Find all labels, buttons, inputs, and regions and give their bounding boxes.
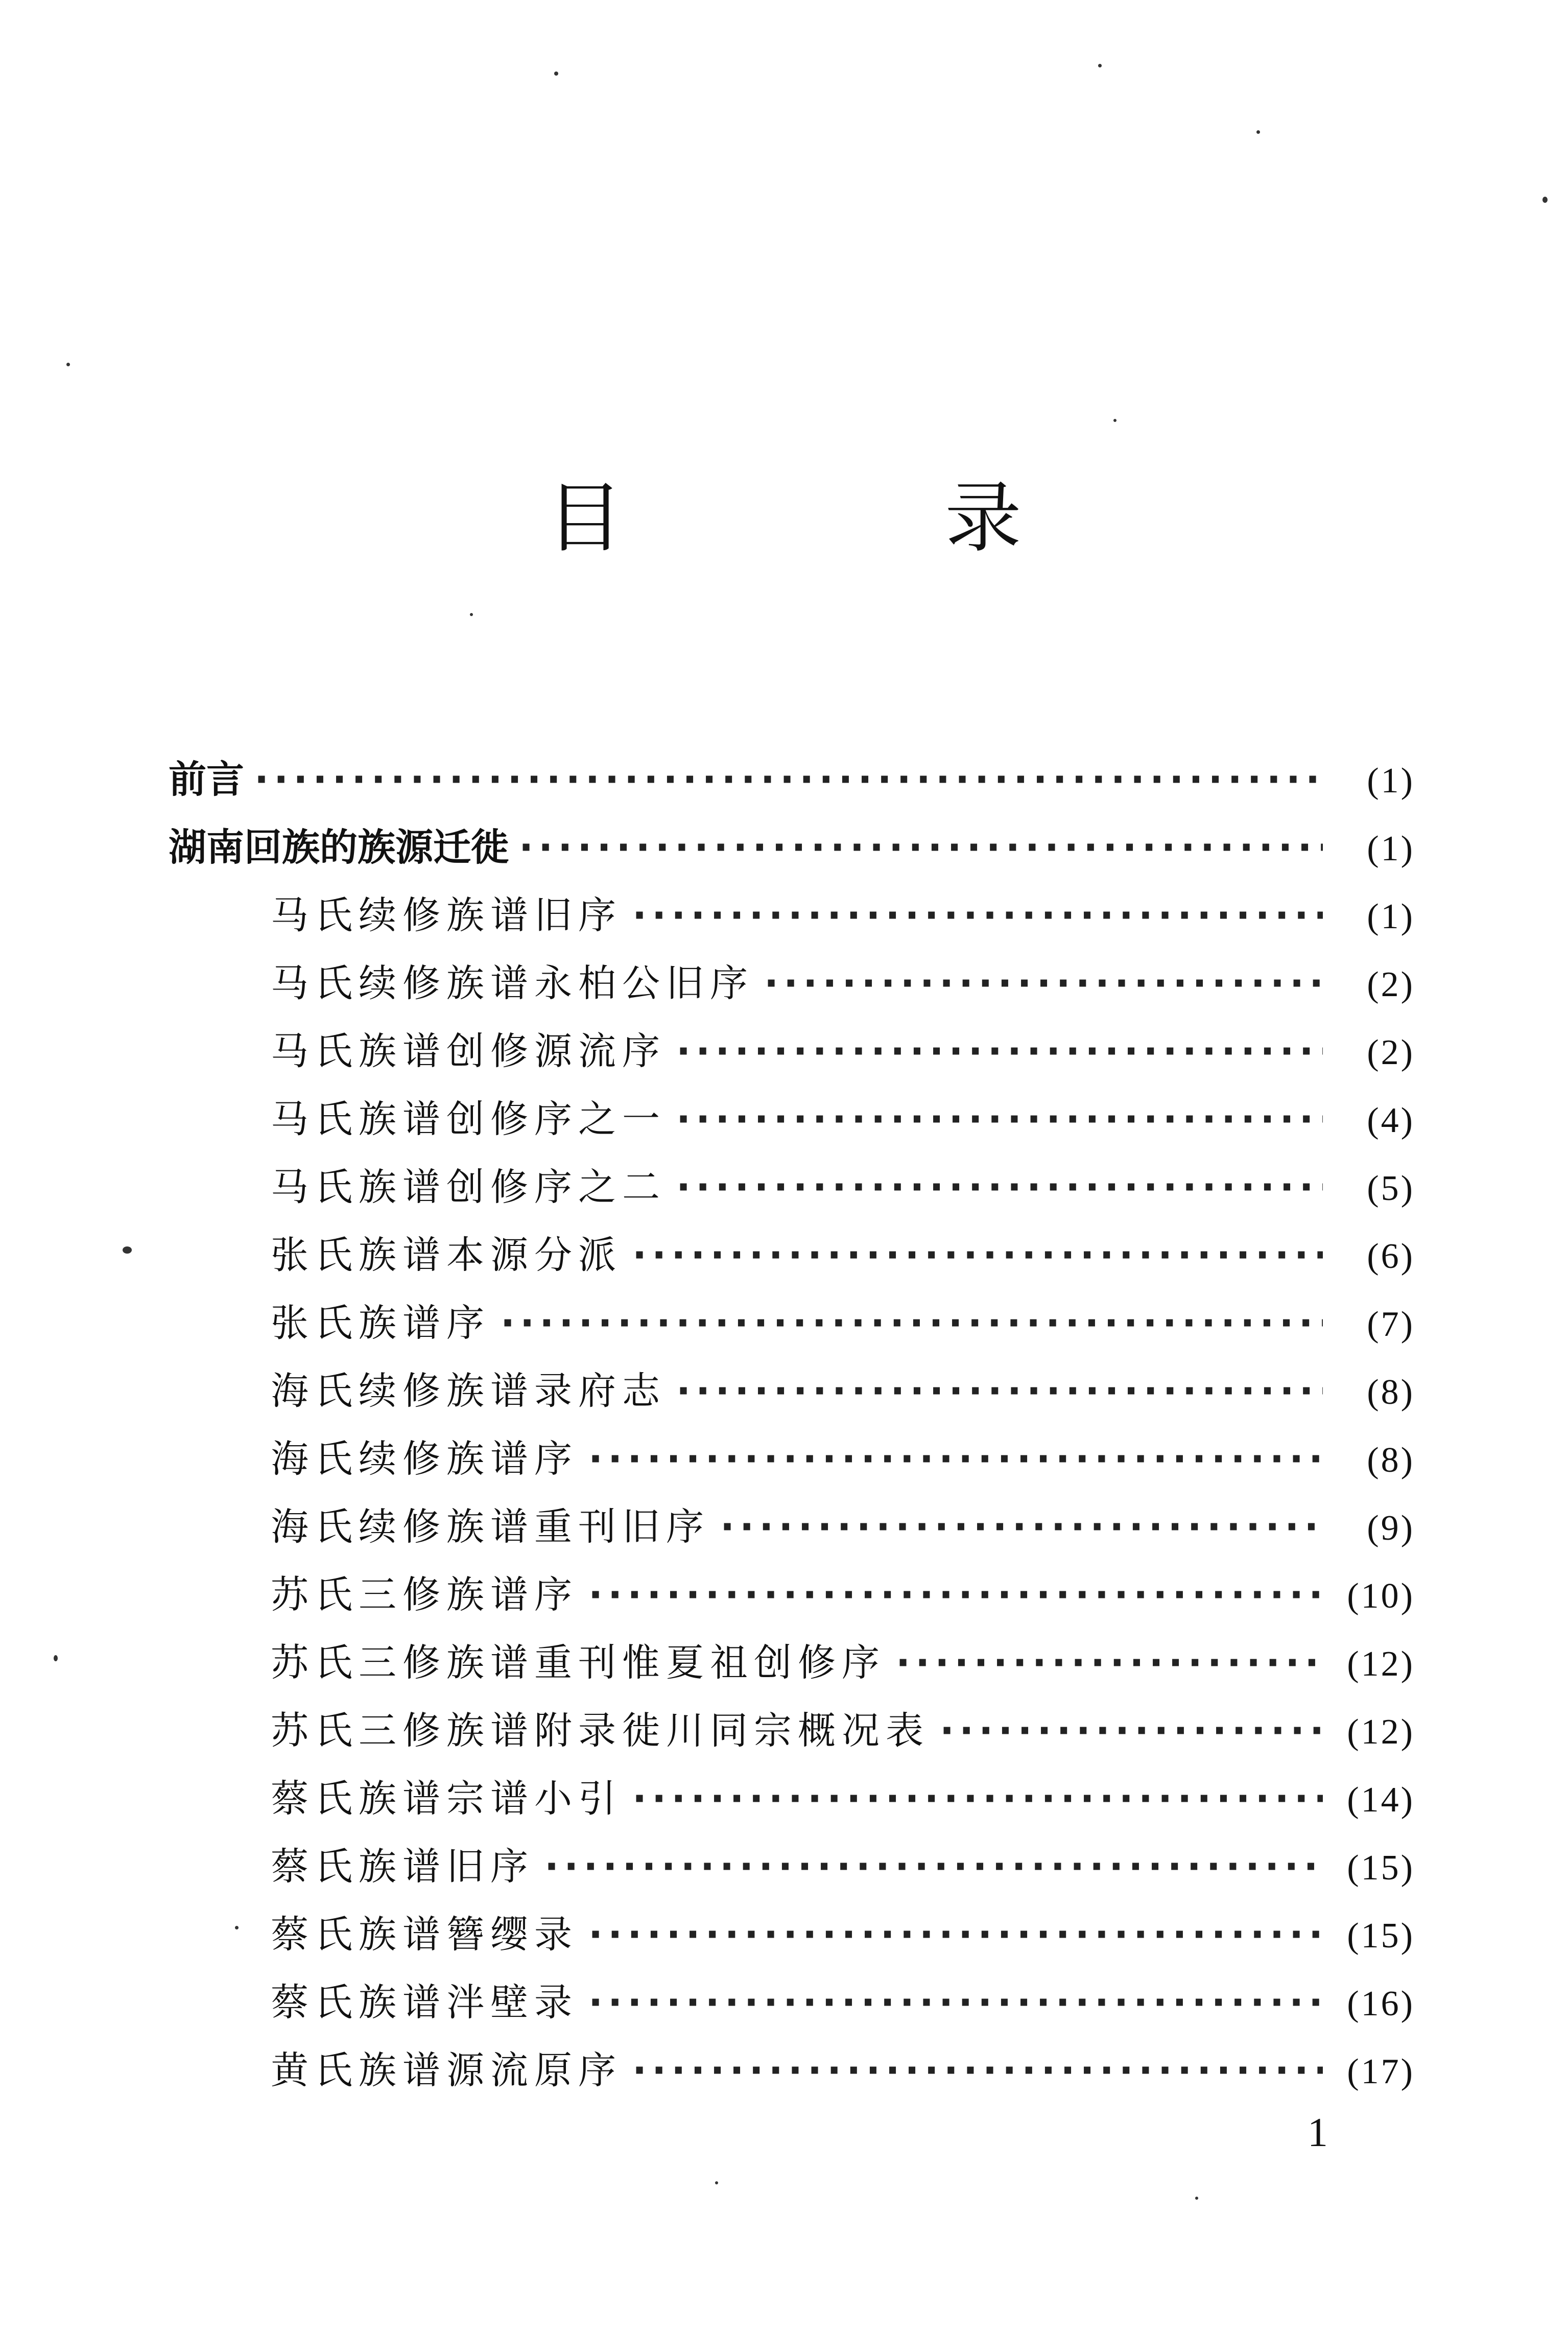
toc-section-row [169,746,1415,814]
toc-page-number: (2) [1367,965,1415,1004]
dot-leader [632,2037,1323,2105]
dot-leader [501,1289,1323,1357]
scan-speck [1195,2197,1198,2200]
toc-page-number: (9) [1367,1509,1415,1548]
toc-entry-row [169,1697,1415,1765]
toc-entry-row [169,1425,1415,1493]
scan-speck [715,2181,718,2184]
toc-label: 张氏族谱序 [271,1301,490,1345]
toc-page-number: (10) [1347,1576,1415,1616]
dot-leader [676,1086,1323,1153]
table-of-contents [169,746,1415,2105]
toc-page-number: (12) [1347,1712,1415,1752]
dot-leader [588,1901,1323,1969]
scan-speck [1113,419,1116,422]
scan-speck [66,363,70,366]
scan-speck [1098,64,1102,67]
dot-leader [676,1357,1323,1425]
toc-entry-row [169,1289,1415,1357]
toc-entry-row [169,1493,1415,1561]
dot-leader [519,814,1323,882]
toc-label: 湖南回族的族源迁徙 [169,826,509,869]
dot-leader [676,1018,1323,1086]
dot-leader [632,1765,1323,1833]
toc-label: 苏氏三修族谱序 [271,1573,578,1617]
dot-leader [588,1969,1323,2037]
toc-section-row [169,814,1415,882]
scan-speck [54,1655,58,1661]
dot-leader [764,950,1323,1018]
toc-entry-row [169,1153,1415,1221]
toc-page-number: (4) [1367,1101,1415,1140]
dot-leader [544,1833,1323,1901]
toc-page-number: (1) [1367,897,1415,936]
scan-speck [1256,130,1260,134]
toc-label: 蔡氏族谱旧序 [271,1845,534,1889]
toc-page-number: (5) [1367,1169,1415,1208]
toc-label: 黄氏族谱源流原序 [271,2048,622,2092]
toc-label: 马氏续修族谱永柏公旧序 [271,961,754,1005]
toc-page-number: (2) [1367,1033,1415,1072]
toc-page-number: (1) [1367,829,1415,868]
scan-speck [470,613,473,616]
toc-label: 蔡氏族谱宗谱小引 [271,1777,622,1821]
toc-page-number: (6) [1367,1237,1415,1276]
scan-speck [235,1926,239,1929]
page-title: 目 录 [546,474,1144,563]
dot-leader [940,1697,1323,1765]
toc-entry-row [169,950,1415,1018]
toc-entry-row [169,1561,1415,1629]
scan-speck [123,1246,132,1254]
dot-leader [676,1153,1323,1221]
toc-label: 蔡氏族谱泮壁录 [271,1981,578,2024]
toc-entry-row [169,1018,1415,1086]
toc-page-number: (1) [1367,761,1415,800]
dot-leader [896,1629,1323,1697]
toc-label: 海氏续修族谱序 [271,1437,578,1481]
toc-page-number: (12) [1347,1644,1415,1684]
toc-page-number: (7) [1367,1305,1415,1344]
toc-entry-row [169,1086,1415,1153]
scan-speck [1542,197,1548,203]
dot-leader [632,1221,1323,1289]
toc-entry-row [169,1357,1415,1425]
toc-entry-row [169,882,1415,950]
dot-leader [588,1425,1323,1493]
toc-page-number: (14) [1347,1780,1415,1820]
toc-page-number: (15) [1347,1848,1415,1888]
toc-entry-row [169,2037,1415,2105]
toc-page-number: (16) [1347,1984,1415,2023]
toc-entry-row [169,1901,1415,1969]
toc-label: 苏氏三修族谱重刊惟夏祖创修序 [271,1641,886,1685]
dot-leader [254,746,1323,814]
scan-speck [554,72,558,76]
toc-entry-row [169,1629,1415,1697]
toc-label: 马氏族谱创修序之一 [271,1097,666,1141]
toc-entry-row [169,1221,1415,1289]
toc-label: 马氏续修族谱旧序 [271,893,622,937]
dot-leader [588,1561,1323,1629]
toc-label: 马氏族谱创修源流序 [271,1029,666,1073]
dot-leader [632,882,1323,950]
toc-page-number: (8) [1367,1441,1415,1480]
toc-label: 前言 [169,758,244,802]
toc-label: 蔡氏族谱簪缨录 [271,1913,578,1957]
page-number: 1 [1308,2110,1328,2155]
dot-leader [720,1493,1323,1561]
toc-label: 张氏族谱本源分派 [271,1233,622,1277]
toc-page-number: (8) [1367,1373,1415,1412]
toc-label: 马氏族谱创修序之二 [271,1165,666,1209]
toc-entry-row [169,1969,1415,2037]
toc-entry-row [169,1833,1415,1901]
toc-page-number: (15) [1347,1916,1415,1956]
toc-label: 苏氏三修族谱附录徙川同宗概况表 [271,1709,930,1753]
toc-label: 海氏续修族谱录府志 [271,1369,666,1413]
toc-label: 海氏续修族谱重刊旧序 [271,1505,710,1549]
toc-entry-row [169,1765,1415,1833]
toc-page-number: (17) [1347,2052,1415,2091]
